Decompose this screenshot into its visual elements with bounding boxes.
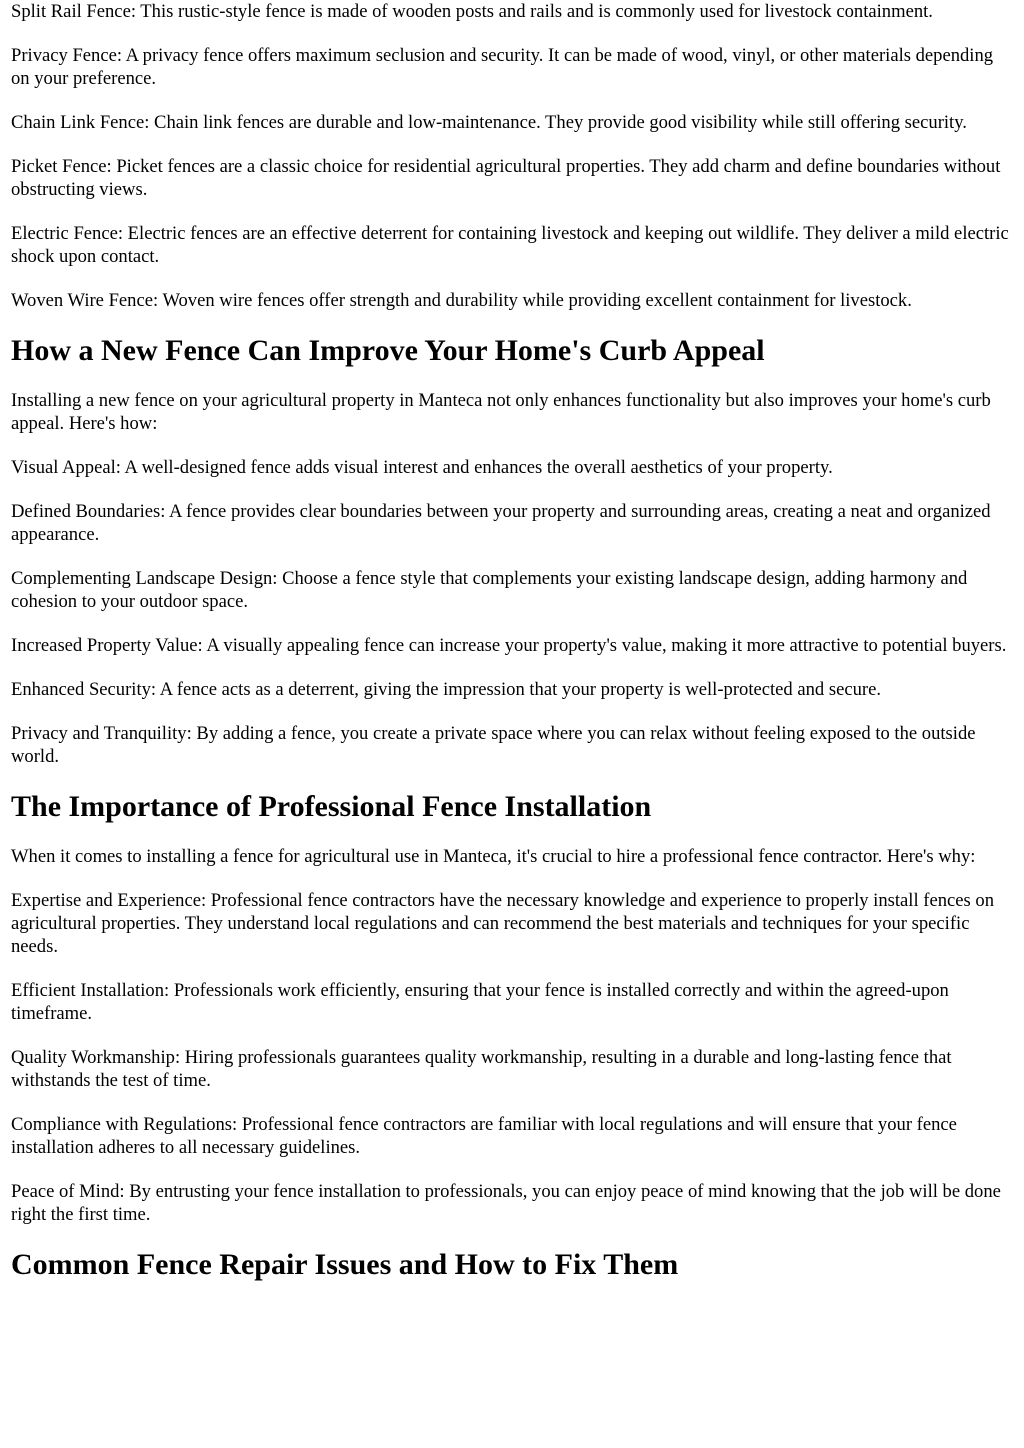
paragraph: Enhanced Security: A fence acts as a deterrent, giving the impression that your property is well-protected and secure. xyxy=(11,679,881,700)
fence-types-section xyxy=(11,0,1013,312)
paragraph: When it comes to installing a fence for agricultural use in Manteca, it's crucial to hire a professional fence contractor. Here's why: xyxy=(11,846,976,867)
paragraph: Increased Property Value: A visually appealing fence can increase your property's value, making it more attractive to potential buyers. xyxy=(11,635,1007,656)
paragraph: Split Rail Fence: This rustic-style fence is made of wooden posts and rails and is commonly used for livestock containment. xyxy=(11,1,933,22)
fence-repair-section xyxy=(11,1247,1013,1283)
paragraph: Visual Appeal: A well-designed fence adds visual interest and enhances the overall aesthetics of your property. xyxy=(11,457,833,478)
curb-appeal-section xyxy=(11,333,1013,768)
paragraph: Installing a new fence on your agricultural property in Manteca not only enhances functionality but also improves your home's curb appeal. Here's how: xyxy=(11,390,991,434)
paragraph: Electric Fence: Electric fences are an effective deterrent for containing livestock and keeping out wildlife. They deliver a mild electric shock upon contact. xyxy=(11,223,1009,267)
paragraph: Woven Wire Fence: Woven wire fences offer strength and durability while providing excellent containment for livestock. xyxy=(11,290,912,311)
section-heading: The Importance of Professional Fence Installation xyxy=(11,790,652,823)
paragraph: Defined Boundaries: A fence provides clear boundaries between your property and surrounding areas, creating a neat and organized appearance. xyxy=(11,501,991,545)
paragraph: Efficient Installation: Professionals work efficiently, ensuring that your fence is installed correctly and within the agreed-upon timeframe. xyxy=(11,980,949,1024)
paragraph: Picket Fence: Picket fences are a classic choice for residential agricultural properties. They add charm and define boundaries without obstructing views. xyxy=(11,156,1001,200)
paragraph: Expertise and Experience: Professional fence contractors have the necessary knowledge and experience to properly install fences on agricultural properties. They understand local regulations and can recommend the best materials and techniques for your specific needs. xyxy=(11,890,994,957)
paragraph: Privacy and Tranquility: By adding a fence, you create a private space where you can relax without feeling exposed to the outside world. xyxy=(11,723,976,767)
section-heading: Common Fence Repair Issues and How to Fix Them xyxy=(11,1248,679,1281)
paragraph: Peace of Mind: By entrusting your fence installation to professionals, you can enjoy peace of mind knowing that the job will be done right the first time. xyxy=(11,1181,1001,1225)
paragraph: Complementing Landscape Design: Choose a fence style that complements your existing landscape design, adding harmony and cohesion to your outdoor space. xyxy=(11,568,968,612)
professional-installation-section xyxy=(11,789,1013,1226)
paragraph: Privacy Fence: A privacy fence offers maximum seclusion and security. It can be made of wood, vinyl, or other materials depending on your preference. xyxy=(11,45,994,89)
paragraph: Compliance with Regulations: Professional fence contractors are familiar with local regulations and will ensure that your fence installation adheres to all necessary guidelines. xyxy=(11,1114,957,1158)
paragraph: Chain Link Fence: Chain link fences are durable and low-maintenance. They provide good visibility while still offering security. xyxy=(11,112,967,133)
section-heading: How a New Fence Can Improve Your Home's Curb Appeal xyxy=(11,334,765,367)
paragraph: Quality Workmanship: Hiring professionals guarantees quality workmanship, resulting in a durable and long-lasting fence that withstands the test of time. xyxy=(11,1047,952,1091)
